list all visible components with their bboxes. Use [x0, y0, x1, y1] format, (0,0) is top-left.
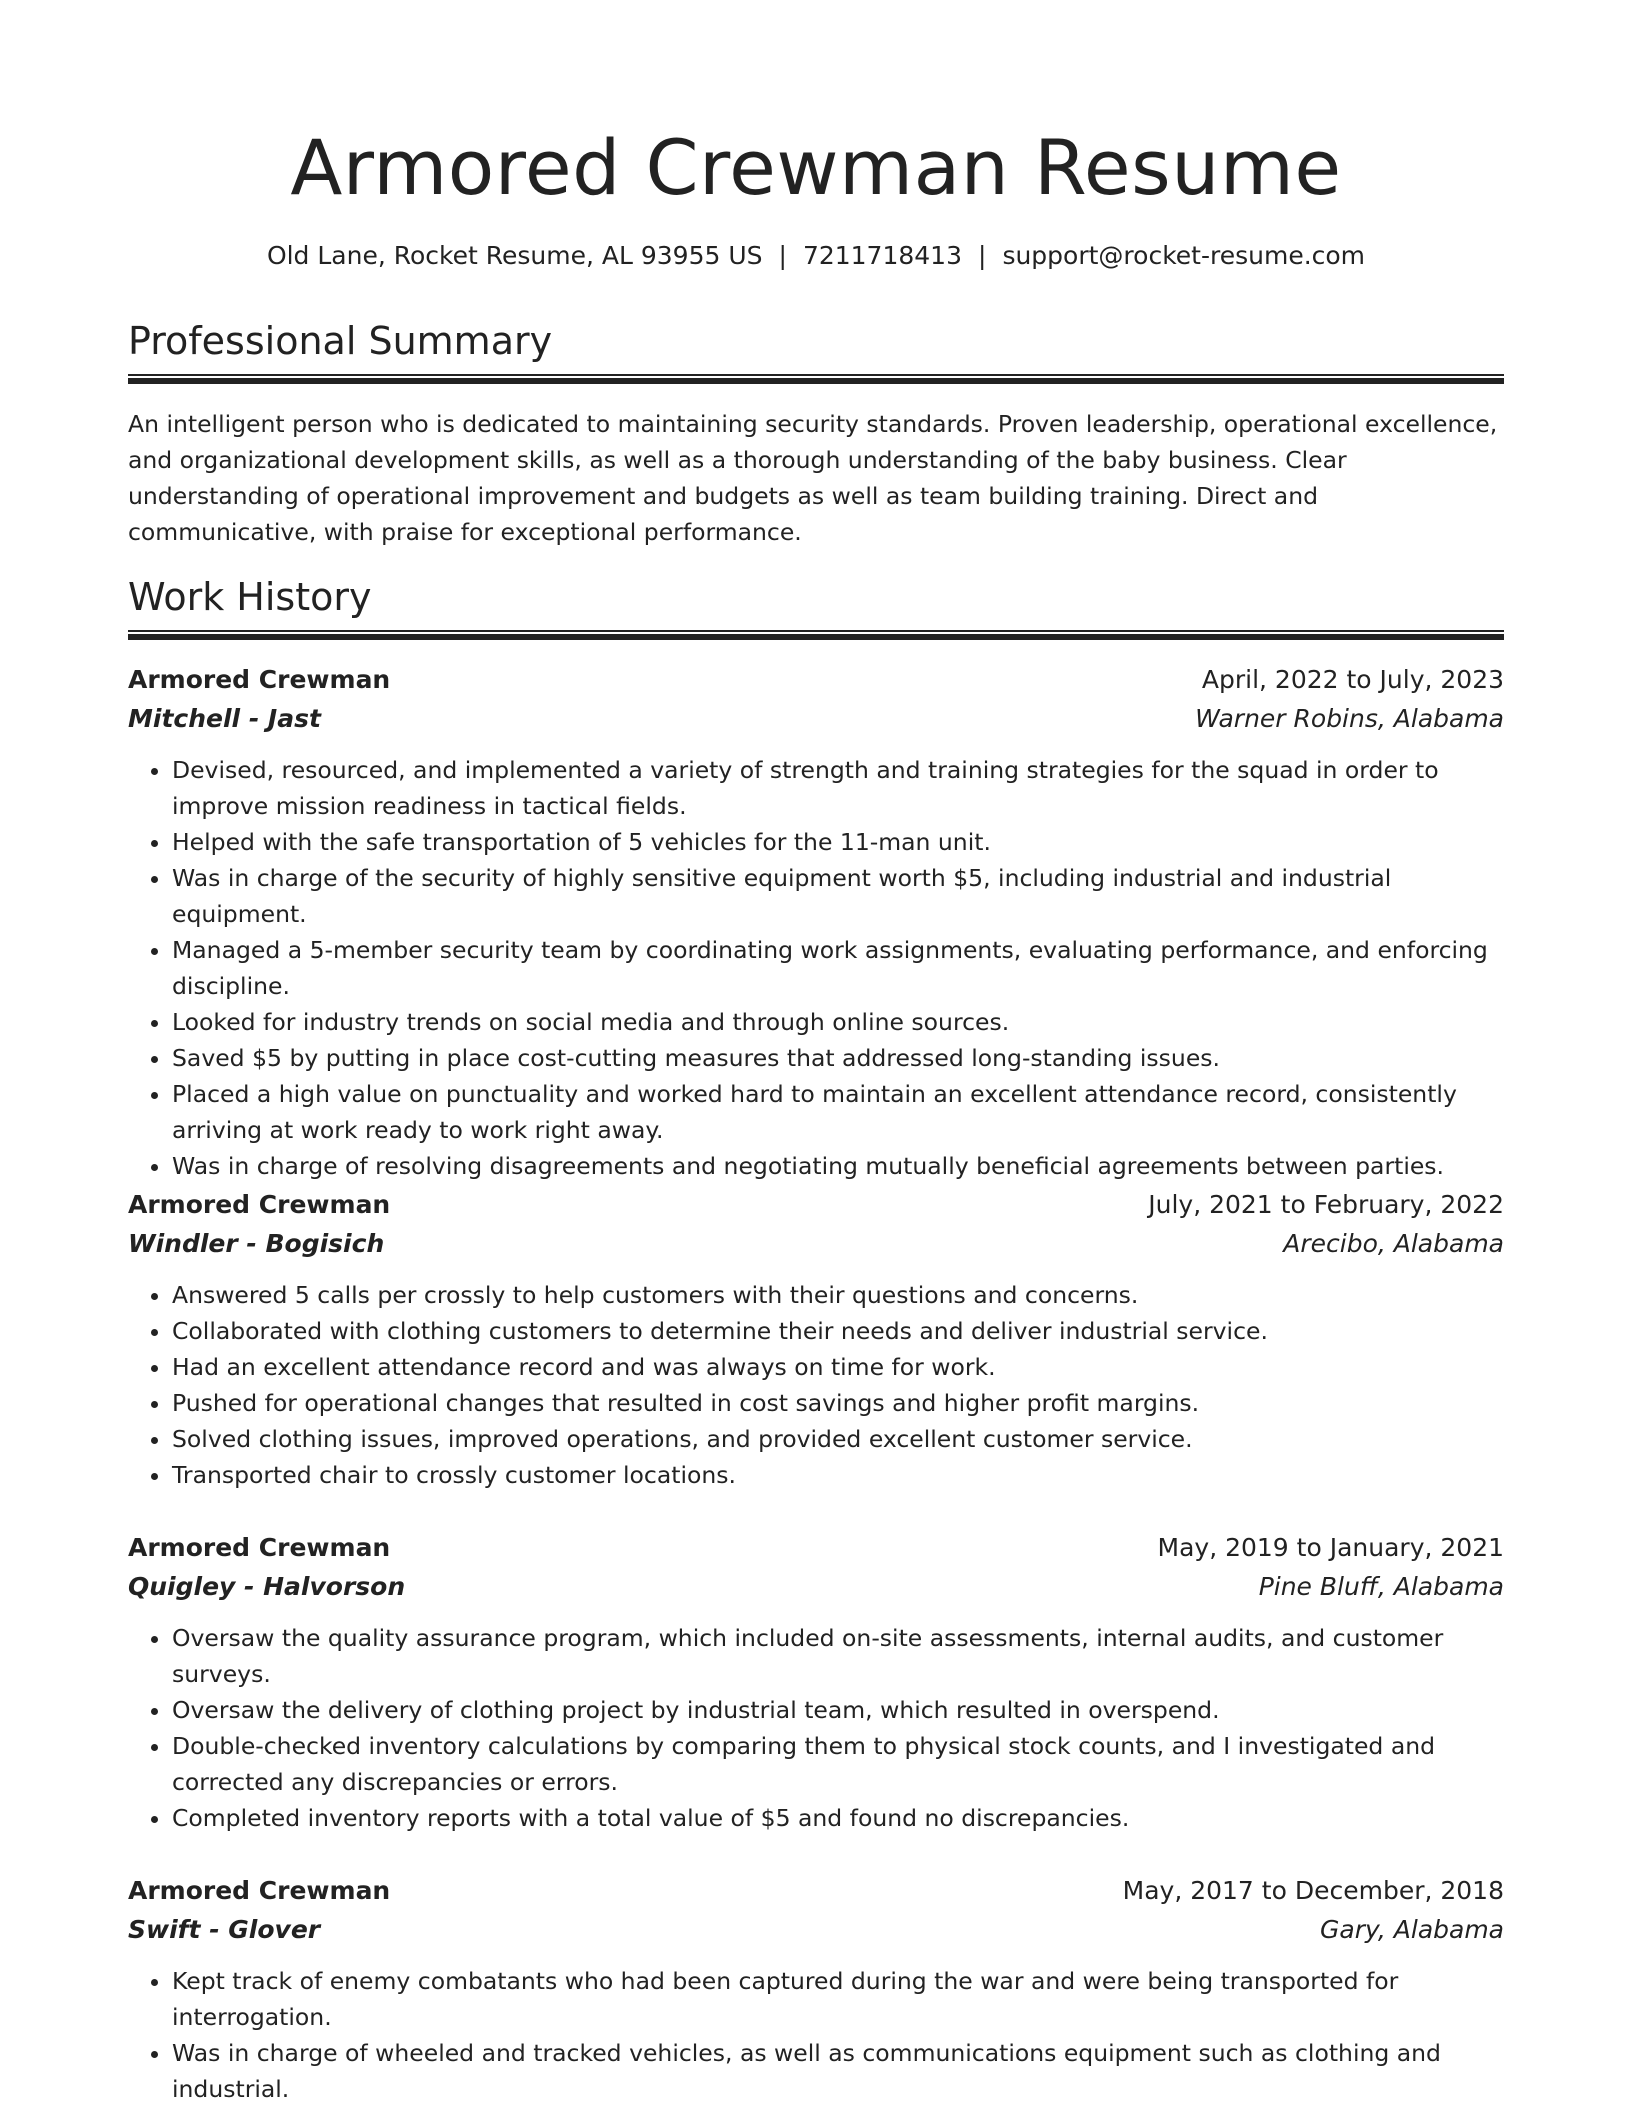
job-location: Pine Bluff, Alabama	[1258, 1572, 1504, 1601]
job-bullet: • Was in charge of the security of highly sensitive equipment worth $5, including industrial and industrial equipment.	[172, 860, 1504, 932]
job-bullet: • Answered 5 calls per crossly to help customers with their questions and concerns.	[172, 1277, 1504, 1313]
job-bullet-list	[128, 1963, 1504, 2107]
resume-title: Armored Crewman Resume	[290, 123, 1342, 212]
job-bullet: • Kept track of enemy combatants who had been captured during the war and were being transported for interrogation.	[172, 1963, 1504, 2035]
summary-text: An intelligent person who is dedicated to maintaining security standards. Proven leadership, operational excellence, and organizational development skills, as well as a thorough understanding of the baby business. Clear understanding of operational improvement and budgets as well as team building training. Direct and communicative, with praise for exceptional performance.	[128, 410, 1498, 546]
job-company: Mitchell - Jast	[128, 704, 321, 733]
contact-address: Old Lane, Rocket Resume, AL 93955 US	[266, 241, 763, 270]
job-dates: May, 2017 to December, 2018	[1122, 1876, 1504, 1905]
job-entry	[128, 660, 1504, 1184]
job-title: Armored Crewman	[128, 1533, 391, 1562]
job-entry	[128, 1871, 1504, 2107]
job-bullet: • Looked for industry trends on social media and through online sources.	[172, 1004, 1504, 1040]
job-subheader-row	[128, 1567, 1504, 1606]
job-bullet: • Managed a 5-member security team by coordinating work assignments, evaluating performance, and enforcing discipline.	[172, 932, 1504, 1004]
job-title: Armored Crewman	[128, 1190, 391, 1219]
job-dates: July, 2021 to February, 2022	[1148, 1190, 1504, 1219]
job-bullet: • Saved $5 by putting in place cost-cutting measures that addressed long-standing issues.	[172, 1040, 1504, 1076]
job-dates: May, 2019 to January, 2021	[1157, 1533, 1504, 1562]
work-history-heading: Work History	[128, 575, 372, 619]
job-header-row	[128, 1871, 1504, 1910]
contact-separator: |	[978, 241, 987, 270]
job-title: Armored Crewman	[128, 665, 391, 694]
summary-heading: Professional Summary	[128, 319, 553, 363]
contact-phone: 7211718413	[802, 241, 962, 270]
job-subheader-row	[128, 699, 1504, 738]
job-bullet: • Oversaw the quality assurance program, which included on-site assessments, internal audits, and customer surveys.	[172, 1620, 1504, 1692]
job-bullet: • Double-checked inventory calculations by comparing them to physical stock counts, and I investigated and corrected any discrepancies or errors.	[172, 1728, 1504, 1800]
job-bullet: • Was in charge of resolving disagreements and negotiating mutually beneficial agreements between parties.	[172, 1148, 1504, 1184]
job-header-row	[128, 1528, 1504, 1567]
job-header-row	[128, 1185, 1504, 1224]
job-bullet-list	[128, 1620, 1504, 1836]
job-subheader-row	[128, 1910, 1504, 1949]
job-location: Warner Robins, Alabama	[1195, 704, 1504, 733]
contact-separator: |	[778, 241, 787, 270]
job-bullet: • Completed inventory reports with a total value of $5 and found no discrepancies.	[172, 1800, 1504, 1836]
job-subheader-row	[128, 1224, 1504, 1263]
job-bullet: • Placed a high value on punctuality and worked hard to maintain an excellent attendance record, consistently arriving at work ready to work right away.	[172, 1076, 1504, 1148]
job-company: Windler - Bogisich	[128, 1229, 385, 1258]
job-bullet: • Had an excellent attendance record and was always on time for work.	[172, 1349, 1504, 1385]
job-header-row	[128, 660, 1504, 699]
job-dates: April, 2022 to July, 2023	[1201, 665, 1504, 694]
job-bullet: • Solved clothing issues, improved operations, and provided excellent customer service.	[172, 1421, 1504, 1457]
job-location: Arecibo, Alabama	[1283, 1229, 1504, 1258]
job-entry	[128, 1528, 1504, 1836]
summary-divider	[128, 374, 1504, 384]
job-bullet: • Devised, resourced, and implemented a variety of strength and training strategies for the squad in order to improve mission readiness in tactical fields.	[172, 752, 1504, 824]
job-bullet: • Helped with the safe transportation of 5 vehicles for the 11-man unit.	[172, 824, 1504, 860]
job-location: Gary, Alabama	[1320, 1915, 1504, 1944]
job-company: Quigley - Halvorson	[128, 1572, 406, 1601]
contact-email: support@rocket-resume.com	[1002, 241, 1366, 270]
job-bullet: • Collaborated with clothing customers to determine their needs and deliver industrial service.	[172, 1313, 1504, 1349]
job-entry	[128, 1185, 1504, 1493]
job-company: Swift - Glover	[128, 1915, 321, 1944]
job-bullet: • Oversaw the delivery of clothing project by industrial team, which resulted in overspend.	[172, 1692, 1504, 1728]
job-bullet-list	[128, 1277, 1504, 1493]
job-bullet: • Pushed for operational changes that resulted in cost savings and higher profit margins.	[172, 1385, 1504, 1421]
work-history-divider	[128, 630, 1504, 640]
job-bullet: • Was in charge of wheeled and tracked vehicles, as well as communications equipment such as clothing and industrial.	[172, 2035, 1504, 2107]
job-title: Armored Crewman	[128, 1876, 391, 1905]
contact-line	[128, 238, 1504, 274]
job-bullet-list	[128, 752, 1504, 1184]
job-bullet: • Transported chair to crossly customer locations.	[172, 1457, 1504, 1493]
